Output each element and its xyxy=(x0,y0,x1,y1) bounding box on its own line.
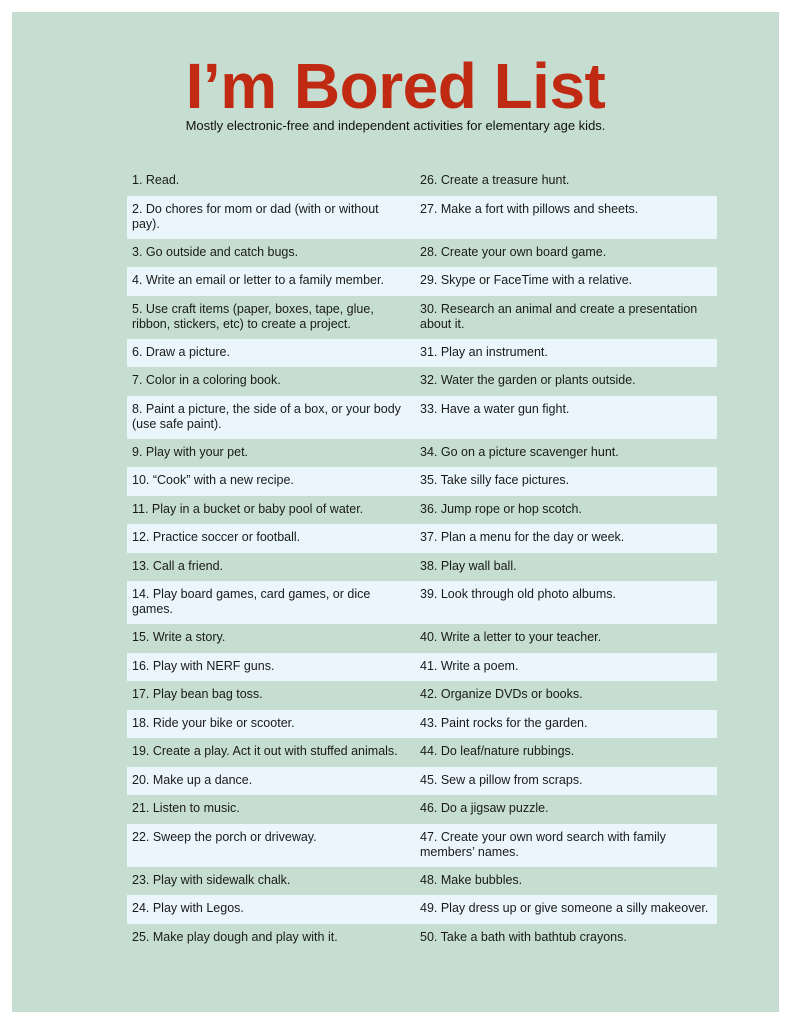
list-item: 43. Paint rocks for the garden. xyxy=(415,710,717,739)
list-item: 29. Skype or FaceTime with a relative. xyxy=(415,267,717,296)
list-item: 15. Write a story. xyxy=(132,630,226,644)
list-item: 25. Make play dough and play with it. xyxy=(132,929,338,944)
list-row xyxy=(127,710,717,739)
list-item: 27. Make a fort with pillows and sheets. xyxy=(415,196,717,239)
list-item: 48. Make bubbles. xyxy=(420,872,523,887)
list-row xyxy=(127,824,717,867)
list-row xyxy=(127,895,717,924)
list-item: 6. Draw a picture. xyxy=(127,339,415,368)
list-item: 1. Read. xyxy=(132,173,180,187)
list-item: 41. Write a poem. xyxy=(415,653,717,682)
list-item: 17. Play bean bag toss. xyxy=(132,687,263,701)
list-row xyxy=(127,924,717,953)
list-row xyxy=(127,496,717,525)
page-title: I’m Bored List xyxy=(185,50,606,122)
list-row xyxy=(127,196,717,239)
list-item: 4. Write an email or letter to a family member. xyxy=(127,267,415,296)
list-item: 3. Go outside and catch bugs. xyxy=(132,244,299,259)
list-row xyxy=(127,339,717,368)
list-item: 24. Play with Legos. xyxy=(127,895,415,924)
list-row xyxy=(127,681,717,710)
list-row xyxy=(127,239,717,268)
list-item: 12. Practice soccer or football. xyxy=(127,524,415,553)
list-item: 35. Take silly face pictures. xyxy=(415,467,717,496)
list-item: 7. Color in a coloring book. xyxy=(132,373,281,387)
list-item: 37. Plan a menu for the day or week. xyxy=(415,524,717,553)
activity-list xyxy=(127,167,717,952)
list-item: 46. Do a jigsaw puzzle. xyxy=(420,801,549,815)
list-item: 13. Call a friend. xyxy=(132,558,224,573)
list-item: 42. Organize DVDs or books. xyxy=(420,687,583,701)
list-row xyxy=(127,267,717,296)
list-item: 40. Write a letter to your teacher. xyxy=(420,630,602,644)
list-item: 33. Have a water gun fight. xyxy=(415,396,717,439)
list-item: 34. Go on a picture scavenger hunt. xyxy=(420,444,619,459)
list-row xyxy=(127,653,717,682)
list-item: 49. Play dress up or give someone a silly makeover. xyxy=(415,895,717,924)
list-row xyxy=(127,396,717,439)
list-row xyxy=(127,867,717,896)
list-row xyxy=(127,767,717,796)
document-page xyxy=(12,12,779,1012)
list-row xyxy=(127,367,717,396)
list-row xyxy=(127,524,717,553)
list-item: 39. Look through old photo albums. xyxy=(415,581,717,624)
list-row xyxy=(127,553,717,582)
list-row xyxy=(127,738,717,767)
list-item: 45. Sew a pillow from scraps. xyxy=(415,767,717,796)
list-item: 36. Jump rope or hop scotch. xyxy=(420,501,582,516)
list-row xyxy=(127,581,717,624)
list-item: 9. Play with your pet. xyxy=(132,444,249,459)
list-item: 2. Do chores for mom or dad (with or without pay). xyxy=(127,196,415,239)
list-item: 47. Create your own word search with family members’ names. xyxy=(415,824,717,867)
list-row xyxy=(127,467,717,496)
list-item: 32. Water the garden or plants outside. xyxy=(420,373,636,387)
list-row xyxy=(127,296,717,339)
list-item: 11. Play in a bucket or baby pool of water. xyxy=(132,501,364,516)
list-item: 16. Play with NERF guns. xyxy=(127,653,415,682)
list-item: 38. Play wall ball. xyxy=(420,558,517,573)
list-item: 19. Create a play. Act it out with stuffed animals. xyxy=(132,744,398,758)
list-item: 8. Paint a picture, the side of a box, or your body (use safe paint). xyxy=(127,396,415,439)
list-item: 31. Play an instrument. xyxy=(415,339,717,368)
list-item: 14. Play board games, card games, or dice games. xyxy=(127,581,415,624)
page-subtitle: Mostly electronic-free and independent activities for elementary age kids. xyxy=(185,118,606,133)
list-item: 28. Create your own board game. xyxy=(420,244,607,259)
list-item: 50. Take a bath with bathtub crayons. xyxy=(420,929,627,944)
list-item: 44. Do leaf/nature rubbings. xyxy=(420,744,575,758)
list-item: 18. Ride your bike or scooter. xyxy=(127,710,415,739)
list-item: 23. Play with sidewalk chalk. xyxy=(132,872,291,887)
list-row xyxy=(127,624,717,653)
list-item: 22. Sweep the porch or driveway. xyxy=(127,824,415,867)
list-item: 30. Research an animal and create a presentation about it. xyxy=(420,301,698,331)
list-row xyxy=(127,439,717,468)
list-row xyxy=(127,167,717,196)
list-item: 20. Make up a dance. xyxy=(127,767,415,796)
list-row xyxy=(127,795,717,824)
list-item: 26. Create a treasure hunt. xyxy=(420,173,570,187)
list-item: 5. Use craft items (paper, boxes, tape, glue, ribbon, stickers, etc) to create a project. xyxy=(132,301,374,331)
list-item: 10. “Cook” with a new recipe. xyxy=(127,467,415,496)
list-item: 21. Listen to music. xyxy=(132,801,240,815)
